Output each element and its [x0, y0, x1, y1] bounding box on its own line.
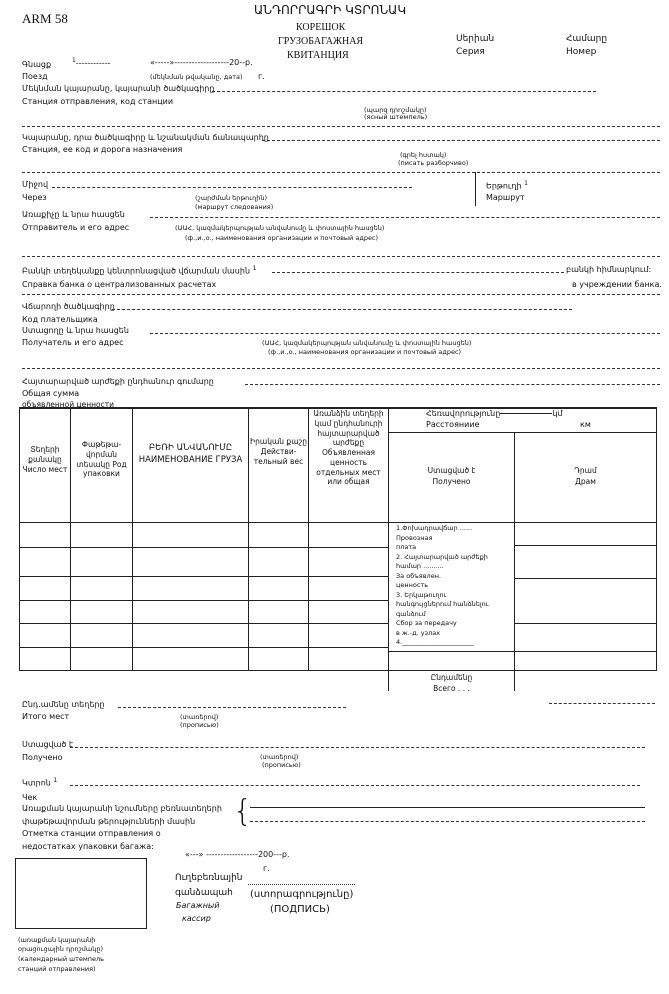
sender-hint-ru: (ф.,и.,о., наименования организации и почтовый адрес)	[185, 234, 379, 242]
payer-label-am: Վճարողի ծածկագիրը	[22, 302, 115, 311]
receiver-hint-am: (ԱԱՀ, կազմակերպության անվանումը և փոստային հասցեն)	[262, 339, 472, 347]
fee-line: 4.______________________	[396, 638, 474, 646]
divider	[22, 172, 660, 173]
title-ru-3: КВИТАНЦИЯ	[287, 50, 349, 61]
received-label-am: Ստացված է	[22, 740, 74, 749]
declared-label-ru-1: Общая сумма	[22, 389, 80, 398]
sender-label-am: Առաքիչը և նրա հասցեն	[22, 210, 125, 219]
packing-note-ru-1: Отметка станции отправления о	[22, 829, 161, 838]
col-header-name-am: ԲԵՌԻ ԱՆՎԱՆՈՒՄԸ	[148, 443, 233, 453]
sender-field[interactable]	[150, 217, 660, 218]
fee-line: հանգույցներում հանձնելու	[396, 600, 489, 608]
destination-label-am: Կայարանը, դրա ծածկագիրը և նշանակման ճանապարհը	[22, 133, 269, 142]
col-header-received-am: Ստացված է	[427, 466, 476, 475]
col-header-dram-ru: Драм	[575, 477, 596, 486]
footnote-mark: 1	[53, 777, 58, 784]
payer-label-ru: Код плательщика	[22, 315, 98, 324]
total-places-label-am: Ընդ.ամենը տեղերը	[22, 700, 105, 709]
fee-line: գանձում	[396, 609, 426, 618]
col-header-declared-value: Առանձին տեղերի կամ ընդհանուրի հայտարարված արժեքը Объявленная ценность отдельных мест или общая	[313, 409, 384, 487]
check-label-ru: Чек	[22, 793, 38, 802]
route-label-ru: Маршрут	[486, 193, 525, 202]
cashier-label-am-2: գանձապահ	[175, 888, 233, 898]
train-date-hint: (մեկնման թվականը, дата)	[150, 73, 243, 81]
divider	[22, 256, 660, 257]
fee-line: плата	[396, 543, 417, 551]
stamp-caption-ru-2: станций отправления)	[18, 965, 96, 973]
received-hint-am: (տառերով)	[260, 753, 299, 761]
train-label-ru: Поезд	[22, 72, 48, 81]
received-field[interactable]	[70, 747, 645, 748]
fees-list	[396, 524, 489, 648]
fee-line: 2. Հայտարարված արժեքի	[396, 552, 488, 561]
signature-field[interactable]	[248, 884, 355, 885]
via-hint-am: (շարժման երթուղին)	[195, 194, 268, 202]
via-label-am: Միջով	[22, 180, 49, 189]
payer-code-field[interactable]	[112, 309, 572, 310]
fee-line: 3. Երկաթուղու	[396, 590, 447, 599]
fee-line: Сбор за передачу	[396, 619, 457, 627]
bank-label-am: Բանկի տեղեկանքը կենտրոնացված վճարման մասին	[22, 266, 251, 276]
packing-note-am-2: փաթեթավորման թերությունների մասին	[22, 817, 196, 826]
via-label-ru: Через	[22, 193, 47, 202]
distance-unit-am: կմ	[552, 409, 563, 418]
packing-note-field[interactable]	[250, 807, 645, 808]
form-code: ARM 58	[22, 11, 68, 26]
fee-line: 1.Փոխադրավճար ......	[396, 524, 473, 532]
check-field[interactable]	[70, 785, 640, 786]
col-header-weight: Իրական քաշը Действи-тельный вес	[249, 437, 307, 466]
number-label-am: Համարը	[566, 34, 608, 44]
title-ru-2: ГРУЗОБАГАЖНАЯ	[278, 36, 364, 47]
departure-hint-am: (պարզ դրոշմակը)	[364, 106, 427, 114]
departure-label-ru: Станция отправления, код станции	[22, 97, 174, 106]
route-label-am: Երթուղի	[486, 181, 522, 191]
cashier-label-ru-1: Багажный	[176, 901, 220, 910]
train-date-field[interactable]: «-----»-------------------20--р.	[150, 58, 253, 67]
total-places-label-ru: Итого мест	[22, 712, 70, 721]
signature-date-field[interactable]: «---» ------------------200---р.	[185, 850, 290, 859]
packing-note-ru-2: недостатках упаковки багажа:	[22, 842, 154, 851]
fee-line: ценность	[396, 581, 429, 589]
packing-note-am-1: Առաքման կայարանի նշումները բեռնատեղերի	[22, 804, 222, 813]
total-amount-field[interactable]	[549, 703, 655, 704]
total-label-ru: Всего . . .	[433, 684, 470, 693]
stamp-caption-am-2: օրացուցային դրոշմակը)	[18, 945, 104, 953]
col-header-received-ru: Получено	[432, 477, 471, 486]
fee-line: համար ..........	[396, 562, 444, 570]
departure-label-am: Մեկնման կայարանը, կայարանի ծածկագիրը	[22, 84, 215, 93]
total-places-field[interactable]	[118, 707, 346, 708]
brace: {	[233, 794, 253, 829]
divider	[22, 368, 660, 369]
signature-year-suffix: г.	[263, 864, 270, 873]
declared-label-ru-2: объявленной ценности	[22, 400, 114, 409]
received-hint-ru: (прописью)	[262, 761, 301, 769]
fee-line: в ж.-д. узлах	[396, 628, 441, 637]
check-label-am: Կտրոն	[22, 778, 51, 788]
destination-hint-ru: (писать разборчиво)	[398, 159, 469, 167]
col-header-packaging: Փաթեթա-վորման տեսակը Род упаковки	[76, 440, 127, 479]
train-label-am: Գնացք	[22, 60, 52, 69]
divider-vertical	[475, 172, 476, 206]
train-number-field[interactable]: ------------	[75, 58, 111, 68]
divider	[22, 294, 660, 295]
total-places-hint-am: (տառերով)	[180, 713, 219, 721]
sender-hint-am: (ԱԱՀ, կազմակերպության անվանումը և փոստային հասցեն)	[175, 224, 385, 232]
col-header-places: Տեղերի քանակը Число мест	[22, 445, 68, 474]
destination-hint-am: (գրել հստակ)	[400, 151, 447, 159]
distance-unit-ru: км	[580, 420, 591, 429]
distance-label-am: Հեռավորությունը	[426, 409, 501, 418]
number-label-ru: Номер	[566, 47, 597, 57]
bank-field[interactable]	[272, 272, 564, 273]
via-field[interactable]	[52, 187, 412, 188]
distance-label-ru: Расстояниие	[426, 420, 480, 429]
footnote-mark: 1	[524, 180, 528, 187]
departure-hint-ru: (ясный штемпель)	[364, 113, 428, 121]
footnote-mark: 1	[72, 57, 76, 64]
via-hint-ru: (маршрут следования)	[195, 203, 274, 211]
sender-label-ru: Отправитель и его адрес	[22, 223, 130, 232]
received-label-ru: Получено	[22, 753, 63, 762]
stamp-caption-ru-1: (календарный штемпель	[18, 955, 104, 963]
declared-value-field[interactable]	[245, 384, 660, 385]
departure-field[interactable]	[212, 91, 596, 92]
packing-note-field[interactable]	[250, 821, 645, 822]
total-places-hint-ru: (прописью)	[180, 721, 219, 729]
cashier-label-ru-2: кассир	[182, 914, 211, 923]
col-header-dram-am: Դրամ	[574, 466, 597, 475]
stamp-caption-am-1: (առաքման կայարանի	[18, 936, 96, 944]
title-ru-1: КОРЕШОК	[296, 22, 346, 33]
receiver-label-ru: Получатель и его адрес	[22, 338, 124, 347]
receiver-hint-ru: (ф.,и.,о., наименования организации и почтовый адрес)	[268, 348, 462, 356]
series-label-am: Սերիան	[456, 34, 495, 44]
divider	[22, 126, 660, 127]
year-suffix: г.	[258, 72, 265, 81]
col-header-name-ru: НАИМЕНОВАНИЕ ГРУЗА	[138, 455, 243, 465]
declared-label-am: Հայտարարված արժեքի ընդհանուր գումարը	[22, 377, 214, 386]
destination-field[interactable]	[262, 140, 660, 141]
receiver-field[interactable]	[150, 333, 660, 334]
destination-label-ru: Станция, ее код и дорога назначения	[22, 145, 183, 154]
bank-right-ru: в учреждении банка.	[572, 280, 662, 289]
footnote-mark: 1	[252, 265, 257, 272]
signature-hint-ru: (ПОДПИСЬ)	[270, 904, 330, 915]
series-label-ru: Серия	[456, 47, 485, 57]
title-am: ԱՆԴՈՐՐԱԳՐԻ ԿՏՐՈՆԱԿ	[254, 3, 407, 17]
bank-right-am: բանկի հիմնարկում:	[566, 265, 652, 274]
receiver-label-am: Ստացողը և նրա հասցեն	[22, 326, 129, 335]
bank-label-ru: Справка банка о централизованных расчетах	[22, 280, 217, 289]
fee-line: За объявлен.	[396, 571, 442, 580]
stamp-box	[15, 858, 147, 929]
fee-line: Провозная	[396, 533, 433, 542]
total-label-am: Ընդամենը	[430, 673, 473, 682]
signature-hint-am: (ստորագրությունը)	[250, 889, 354, 900]
cashier-label-am-1: Ուղեբեռնային	[175, 873, 243, 883]
